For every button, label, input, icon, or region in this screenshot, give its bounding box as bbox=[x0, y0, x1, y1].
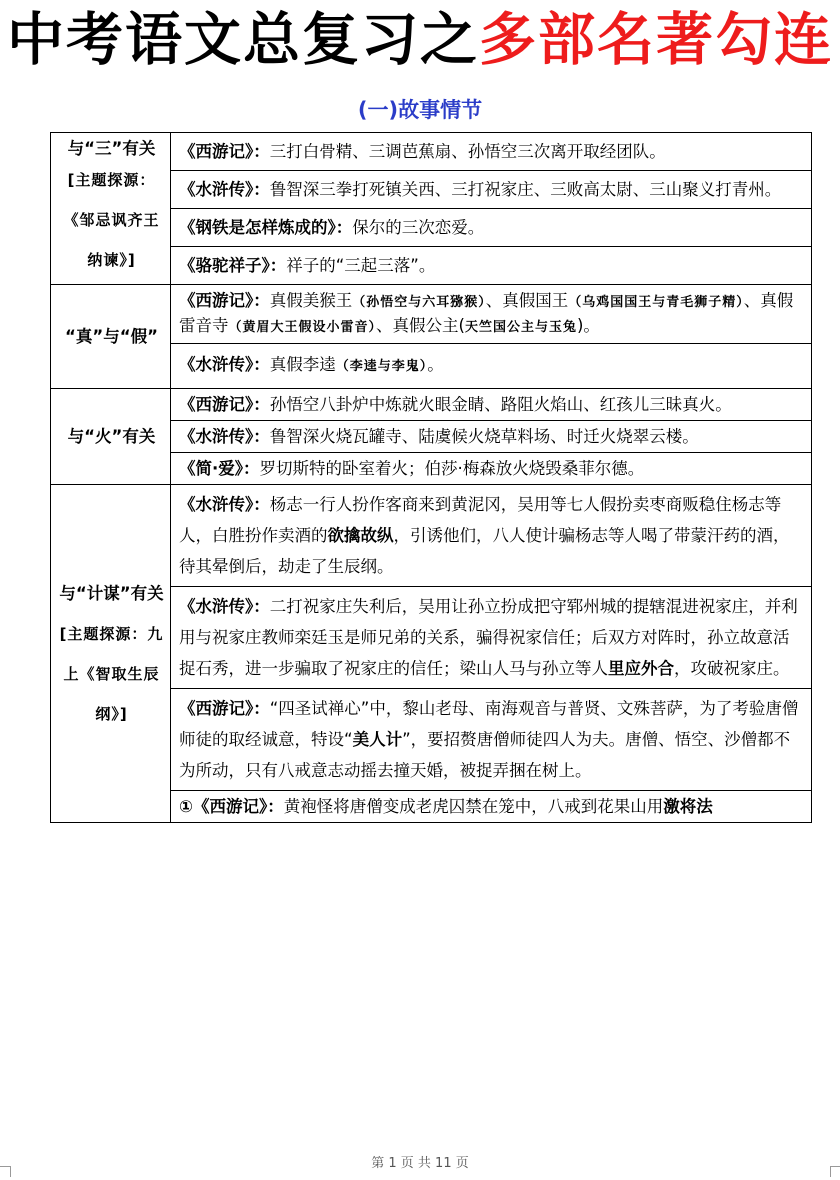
book-title: 《水浒传》： bbox=[179, 427, 270, 446]
entry-text: 、真假公主( bbox=[376, 316, 465, 335]
entry-cell bbox=[171, 421, 812, 453]
entry-cell bbox=[171, 171, 812, 209]
entry-cell bbox=[171, 344, 812, 389]
entry-cell bbox=[171, 689, 812, 791]
entry-keyword: 欲擒故纵 bbox=[327, 526, 394, 545]
entry-note: （李逵与李鬼） bbox=[335, 359, 428, 374]
entry-cell bbox=[171, 587, 812, 689]
category-cell-fire bbox=[51, 389, 171, 485]
entry-text: 保尔的三次恋爱。 bbox=[352, 218, 485, 237]
entry-cell bbox=[171, 285, 812, 344]
category-label: 与“计谋”有关 bbox=[59, 583, 164, 603]
entry-text: 真假美猴王 bbox=[269, 291, 353, 310]
entry-text: )。 bbox=[576, 316, 600, 335]
category-label: 与“三”有关 bbox=[67, 139, 156, 158]
entry-text: 祥子的“三起三落”。 bbox=[286, 256, 436, 275]
entry-keyword: 美人计 bbox=[352, 730, 403, 749]
entry-cell bbox=[171, 389, 812, 421]
table-row bbox=[51, 133, 812, 171]
book-title: 《西游记》： bbox=[179, 291, 270, 310]
entry-keyword: 激将法 bbox=[663, 797, 713, 816]
entry-text: 鲁智深火烧瓦罐寺、陆虞候火烧草料场、时迁火烧翠云楼。 bbox=[269, 427, 699, 446]
entry-text: 杨志一行人扮作客商来到黄泥冈，吴用等七人假扮卖枣商贩稳住杨志等人，白胜扮作卖酒的 bbox=[179, 495, 782, 545]
entry-text: ，攻破祝家庄。 bbox=[674, 659, 790, 678]
table-row bbox=[51, 389, 812, 421]
page-title bbox=[0, 2, 840, 78]
book-title: 《水浒传》： bbox=[179, 355, 270, 374]
entry-note: （黄眉大王假设小雷音） bbox=[228, 320, 377, 335]
entry-text: 。 bbox=[427, 355, 444, 374]
entry-text: 罗切斯特的卧室着火；伯莎·梅森放火烧毁桑菲尔德。 bbox=[259, 459, 645, 478]
category-cell-three bbox=[51, 133, 171, 285]
book-title: 《水浒传》： bbox=[179, 180, 270, 199]
entry-keyword: 里应外合 bbox=[608, 659, 674, 678]
book-title: 《水浒传》： bbox=[179, 597, 270, 616]
category-label: 与“火”有关 bbox=[67, 427, 156, 446]
book-title: 《西游记》： bbox=[179, 395, 270, 414]
crop-mark bbox=[830, 1166, 840, 1177]
page-footer: 第 1 页 共 11 页 bbox=[371, 1156, 469, 1171]
title-black-part: 中考语文总复习之 bbox=[7, 7, 479, 73]
entry-text: 、真假雷音寺 bbox=[179, 291, 794, 335]
book-title: 《钢铁是怎样炼成的》： bbox=[179, 218, 353, 237]
book-title: 《西游记》： bbox=[179, 699, 270, 718]
book-title: 《简·爱》： bbox=[179, 459, 260, 478]
entry-text: 二打祝家庄失利后，吴用让孙立扮成把守郓州城的提辖混进祝家庄，并利用与祝家庄教师栾廷玉是师兄弟的关系，骗得祝家信任；后双方对阵时，孙立故意活捉石秀，进一步骗取了祝家庄的信任；梁山人马与孙立等人 bbox=[179, 597, 798, 678]
entry-text: ，引诱他们，八人使计骗杨志等人喝了带蒙汗药的酒，待其晕倒后，劫走了生辰纲。 bbox=[179, 526, 790, 576]
table-row bbox=[51, 285, 812, 344]
category-source: [主题探源：《邹忌讽齐王纳谏》] bbox=[63, 171, 160, 269]
entry-text: 真假李逵 bbox=[269, 355, 336, 374]
entry-text: 鲁智深三拳打死镇关西、三打祝家庄、三败高太尉、三山聚义打青州。 bbox=[269, 180, 782, 199]
book-title: 《西游记》： bbox=[192, 797, 284, 816]
section-title: (一)故事情节 bbox=[357, 98, 483, 122]
entry-text: 孙悟空八卦炉中炼就火眼金睛、路阻火焰山、红孩儿三昧真火。 bbox=[269, 395, 732, 414]
book-title: 《西游记》： bbox=[179, 142, 270, 161]
entry-note: 天竺国公主与玉兔 bbox=[464, 320, 577, 335]
category-label: “真”与“假” bbox=[65, 326, 158, 346]
entry-number: ① bbox=[179, 797, 193, 816]
category-cell-true-false bbox=[51, 285, 171, 389]
entry-note: （乌鸡国国王与青毛狮子精） bbox=[568, 295, 744, 310]
book-title: 《骆驼祥子》： bbox=[179, 256, 287, 275]
entry-cell bbox=[171, 247, 812, 285]
plot-comparison-table bbox=[50, 132, 812, 823]
book-title: 《水浒传》： bbox=[179, 495, 270, 514]
table-row bbox=[51, 485, 812, 587]
entry-text: 、真假国王 bbox=[485, 291, 569, 310]
entry-cell bbox=[171, 791, 812, 823]
crop-mark bbox=[0, 1166, 11, 1177]
title-red-part: 多部名著勾连 bbox=[479, 7, 833, 73]
entry-cell bbox=[171, 485, 812, 587]
entry-cell bbox=[171, 453, 812, 485]
entry-note: （孙悟空与六耳猕猴） bbox=[352, 295, 486, 310]
entry-cell bbox=[171, 133, 812, 171]
entry-text: 黄袍怪将唐僧变成老虎囚禁在笼中，八戒到花果山用 bbox=[283, 797, 664, 816]
entry-text: 三打白骨精、三调芭蕉扇、孙悟空三次离开取经团队。 bbox=[269, 142, 666, 161]
category-source: [主题探源：九上《智取生辰纲》] bbox=[59, 624, 164, 723]
entry-text: “四圣试禅心”中，黎山老母、南海观音与普贤、文殊菩萨，为了考验唐僧师徒的取经诚意，特设“ bbox=[179, 699, 799, 749]
entry-cell bbox=[171, 209, 812, 247]
entry-text: ”，要招赘唐僧师徒四人为夫。唐僧、悟空、沙僧都不为所动，只有八戒意志动摇去撞天婚，被捉弄捆在树上。 bbox=[179, 730, 791, 780]
category-cell-strategy bbox=[51, 485, 171, 823]
